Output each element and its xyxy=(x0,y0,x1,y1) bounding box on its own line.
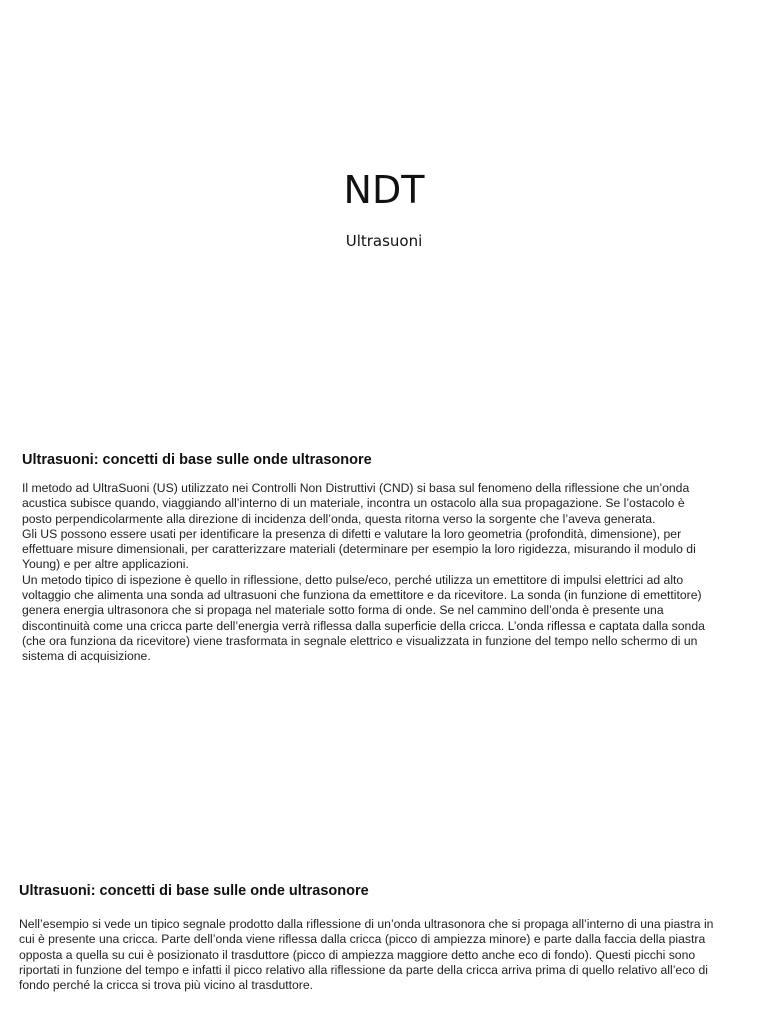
page-subtitle: Ultrasuoni xyxy=(345,232,423,250)
section-concetti-base-2 xyxy=(19,882,719,993)
page-title: NDT xyxy=(343,168,425,212)
section-concetti-base-1 xyxy=(22,451,712,665)
section-heading: Ultrasuoni: concetti di base sulle onde ultrasonore xyxy=(22,452,372,468)
paragraph-riflessione: Il metodo ad UltraSuoni (US) utilizzato nei Controlli Non Distruttivi (CND) si basa sul fenomeno della riflessione che un’onda acustica subisce quando, viaggiando all’interno di un materiale, incontra un ostacolo alla sua propagazione. Se l’ostacolo è posto perpendicolarmente alla direzione di incidenza dell’onda, questa ritorna verso la sorgente che l’aveva generata. xyxy=(22,481,690,526)
paragraph-pulse-eco: Un metodo tipico di ispezione è quello in riflessione, detto pulse/eco, perché utilizza un emettitore di impulsi elettrici ad alto voltaggio che alimenta una sonda ad ultrasuoni che funziona da emettitore e da ricevitore. La sonda (in funzione di emettitore) genera energia ultrasonora che si propaga nel materiale sotto forma di onde. Se nel cammino dell’onda è presente una discontinuità come una cricca parte dell’energia verrà riflessa dalla superficie della cricca. L’onda riflessa e captata dalla sonda (che ora funziona da ricevitore) viene trasformata in segnale elettrico e visualizzata in funzione del tempo nello schermo di un sistema di acquisizione. xyxy=(22,572,705,664)
paragraph-applicazioni: Gli US possono essere usati per identificare la presenza di difetti e valutare la loro geometria (profondità, dimensione), per effettuare misure dimensionali, per caratterizzare materiali (determinare per esempio la loro rigidezza, misurando il modulo di Young) e per altre applicazioni. xyxy=(22,526,696,572)
section-heading: Ultrasuoni: concetti di base sulle onde ultrasonore xyxy=(19,883,369,899)
paragraph-esempio-segnale: Nell’esempio si vede un tipico segnale prodotto dalla riflessione di un’onda ultrasonora che si propaga all’interno di una piastra in cui è presente una cricca. Parte dell’onda viene riflessa dalla cricca (picco di ampiezza minore) e parte dalla faccia della piastra opposta a quella su cui è posizionato il trasduttore (picco di ampiezza maggiore detto anche eco di fondo). Questi picchi sono riportati in funzione del tempo e infatti il picco relativo alla riflessione da parte della cricca arriva prima di quello relativo all’eco di fondo perché la cricca si trova più vicino al trasduttore. xyxy=(19,917,714,993)
title-slide xyxy=(0,166,768,251)
